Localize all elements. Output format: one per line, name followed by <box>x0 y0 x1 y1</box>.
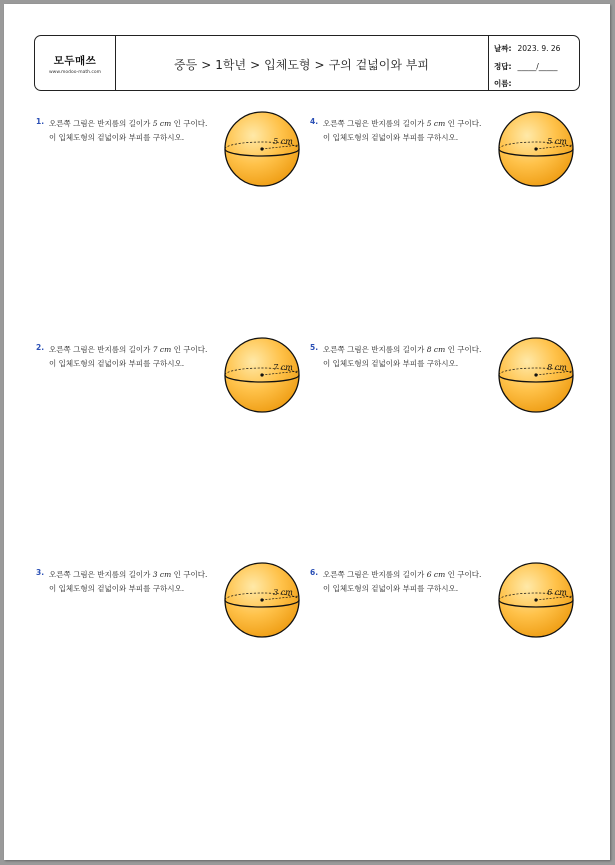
problem-text <box>49 117 209 145</box>
breadcrumb <box>115 56 488 73</box>
breadcrumb-level-2: 1학년 <box>215 58 247 72</box>
problem-item <box>310 117 580 217</box>
problem-number: 2. <box>36 343 45 352</box>
worksheet-header <box>34 35 580 91</box>
breadcrumb-level-3: 입체도형 <box>264 58 311 72</box>
problem-item <box>36 117 306 217</box>
problem-item <box>36 343 306 443</box>
problem-text-after: 인 구이다. 이 입체도형의 겉넓이와 부피를 구하시오. <box>323 570 482 593</box>
problem-text-before: 오른쪽 그림은 반지름의 길이가 <box>49 345 151 354</box>
date-row <box>494 43 560 54</box>
radius-label: 5 cm <box>273 137 293 146</box>
problem-text <box>323 343 483 371</box>
radius-label: 3 cm <box>273 588 293 597</box>
breadcrumb-separator: > <box>201 58 212 72</box>
problem-text-before: 오른쪽 그림은 반지름의 길이가 <box>49 570 151 579</box>
problem-item <box>310 568 580 668</box>
brand-url: www.modoo-math.com <box>48 70 102 75</box>
breadcrumb-level-1: 중등 <box>174 58 198 72</box>
center-point <box>534 598 537 601</box>
center-point <box>534 373 537 376</box>
problem-text <box>49 343 209 371</box>
problem-text-after: 인 구이다. 이 입체도형의 겉넓이와 부피를 구하시오. <box>49 570 208 593</box>
radius-value: 3 <box>152 570 158 579</box>
radius-value: 7 <box>152 345 158 354</box>
center-point <box>260 598 263 601</box>
problem-text-before: 오른쪽 그림은 반지름의 길이가 <box>323 345 425 354</box>
center-point <box>260 373 263 376</box>
problem-text-before: 오른쪽 그림은 반지름의 길이가 <box>49 119 151 128</box>
problem-text <box>323 117 483 145</box>
problem-text-after: 인 구이다. 이 입체도형의 겉넓이와 부피를 구하시오. <box>323 119 482 142</box>
problem-number: 4. <box>310 117 319 126</box>
radius-label: 7 cm <box>273 363 293 372</box>
problem-text <box>49 568 209 596</box>
radius-value: 5 <box>152 119 158 128</box>
sphere-figure <box>496 335 576 415</box>
radius-value: 6 <box>426 570 432 579</box>
problem-text <box>323 568 483 596</box>
radius-label: 6 cm <box>547 588 567 597</box>
brand-box <box>35 36 116 90</box>
radius-unit: cm <box>433 570 446 579</box>
radius-value: 5 <box>426 119 432 128</box>
problem-number: 6. <box>310 568 319 577</box>
problem-item <box>36 568 306 668</box>
radius-unit: cm <box>433 119 446 128</box>
radius-unit: cm <box>159 570 172 579</box>
answer-field[interactable]: _____/_____ <box>517 62 558 71</box>
center-point <box>260 147 263 150</box>
date-value: 2023. 9. 26 <box>517 44 561 53</box>
problem-number: 3. <box>36 568 45 577</box>
worksheet-page <box>4 4 610 860</box>
radius-unit: cm <box>159 119 172 128</box>
center-point <box>534 147 537 150</box>
radius-value: 8 <box>426 345 432 354</box>
sphere-figure <box>222 560 302 640</box>
problem-text-after: 인 구이다. 이 입체도형의 겉넓이와 부피를 구하시오. <box>49 345 208 368</box>
radius-unit: cm <box>159 345 172 354</box>
problem-text-after: 인 구이다. 이 입체도형의 겉넓이와 부피를 구하시오. <box>49 119 208 142</box>
brand-logo: 모두매쓰 <box>53 55 97 67</box>
problem-number: 1. <box>36 117 45 126</box>
sphere-figure <box>496 109 576 189</box>
radius-label: 8 cm <box>547 363 567 372</box>
info-box <box>488 36 581 90</box>
sphere-figure <box>222 335 302 415</box>
sphere-figure <box>222 109 302 189</box>
problem-text-before: 오른쪽 그림은 반지름의 길이가 <box>323 570 425 579</box>
answer-label: 정답: <box>494 62 512 71</box>
problem-number: 5. <box>310 343 319 352</box>
radius-unit: cm <box>433 345 446 354</box>
problem-item <box>310 343 580 443</box>
problem-text-after: 인 구이다. 이 입체도형의 겉넓이와 부피를 구하시오. <box>323 345 482 368</box>
answer-row <box>494 61 558 72</box>
breadcrumb-separator: > <box>314 58 325 72</box>
name-row <box>494 78 512 89</box>
breadcrumb-title: 구의 겉넓이와 부피 <box>328 58 429 72</box>
date-label: 날짜: <box>494 44 512 53</box>
breadcrumb-separator: > <box>250 58 261 72</box>
sphere-figure <box>496 560 576 640</box>
problem-text-before: 오른쪽 그림은 반지름의 길이가 <box>323 119 425 128</box>
radius-label: 5 cm <box>547 137 567 146</box>
name-label: 이름: <box>494 79 512 88</box>
